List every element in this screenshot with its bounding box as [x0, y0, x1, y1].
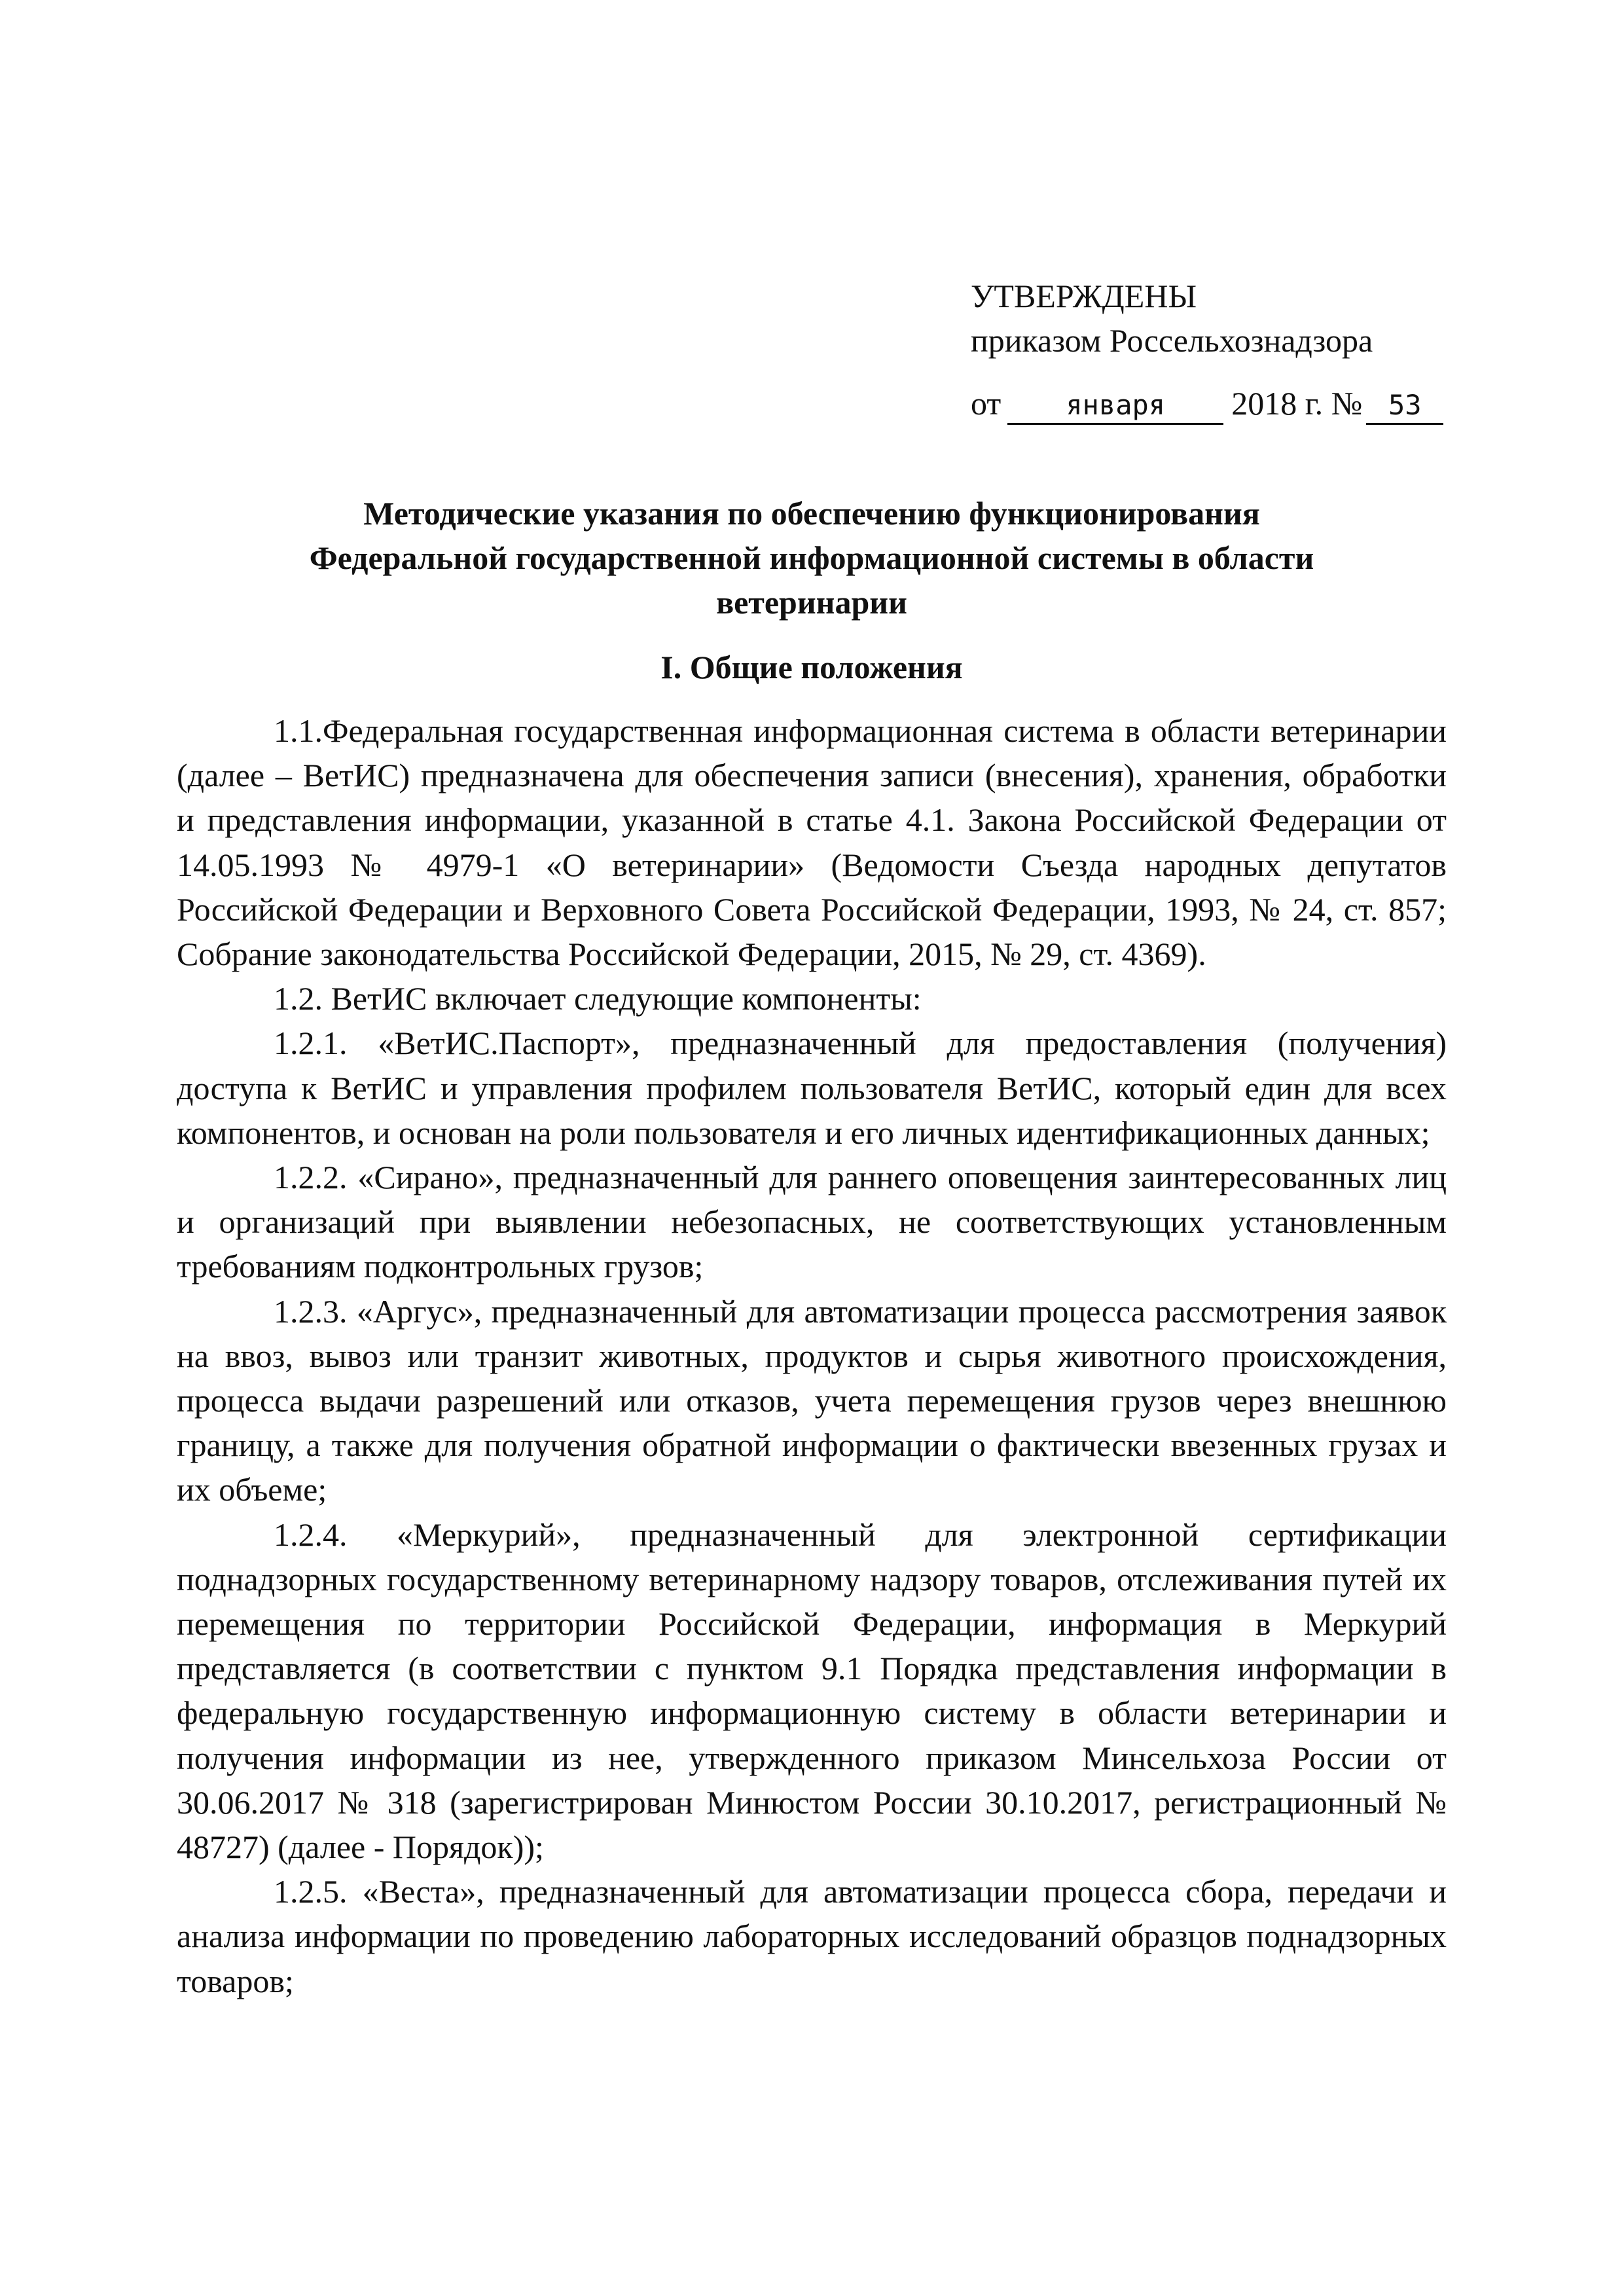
section-heading: I. Общие положения — [660, 649, 963, 685]
paragraph-1-1: 1.1.Федеральная государственная информационная система в области ветеринарии (далее – ВетИС) предназначена для обеспечения записи (внесения), хранения, обработки и представления информации, указанной в статье 4.1. Закона Российской Федерации от 14.05.1993 № 4979-1 «О ветеринарии» (Ведомости Съезда народных депутатов Российской Федерации и Верховного Совета Российской Федерации, 1993, № 24, ст. 857; Собрание законодательства Российской Федерации, 2015, № 29, ст. 4369). — [177, 712, 1447, 973]
title-line: ветеринарии — [716, 584, 907, 621]
paragraph-1-2-2: 1.2.2. «Сирано», предназначенный для раннего оповещения заинтересованных лиц и организаций при выявлении небезопасных, не соответствующих установленным требованиям подконтрольных грузов; — [177, 1159, 1447, 1285]
approval-authority: приказом Россельхознадзора — [971, 322, 1373, 359]
document-body — [177, 708, 1447, 2003]
paragraph-1-2-1: 1.2.1. «ВетИС.Паспорт», предназначенный для предоставления (получения) доступа к ВетИС и управления профилем пользователя ВетИС, который един для всех компонентов, и основан на роли пользователя и его личных идентификационных данных; — [177, 1025, 1447, 1151]
paragraph-1-2: 1.2. ВетИС включает следующие компоненты: — [274, 980, 922, 1017]
paragraph-1-2-5: 1.2.5. «Веста», предназначенный для автоматизации процесса сбора, передачи и анализа информации по проведению лабораторных исследований образцов поднадзорных товаров; — [177, 1873, 1447, 1999]
document-title — [177, 491, 1447, 625]
approval-stamp — [971, 274, 1443, 426]
title-line: Федеральной государственной информационной системы в области — [309, 539, 1314, 576]
order-number-field: 53 — [1366, 388, 1443, 425]
paragraph-1-2-4: 1.2.4. «Меркурий», предназначенный для электронной сертификации поднадзорных государственному ветеринарному надзору товаров, отслеживания путей их перемещения по территории Российской Федерации, информация в Меркурий представляется (в соответствии с пунктом 9.1 Порядка представления информации в федеральную государственную информационную систему в области ветеринарии и получения информации из нее, утвержденного приказом Минсельхоза России от 30.06.2017 № 318 (зарегистрирован Минюстом России 30.10.2017, регистрационный № 48727) (далее - Порядок)); — [177, 1516, 1447, 1866]
approval-date-line — [971, 381, 1443, 426]
title-line: Методические указания по обеспечению функционирования — [363, 495, 1260, 532]
date-month-field: января — [1007, 388, 1223, 425]
approval-status: УТВЕРЖДЕНЫ — [971, 278, 1197, 314]
date-year: 2018 г. № — [1231, 385, 1363, 422]
date-prefix: от — [971, 385, 1001, 422]
paragraph-1-2-3: 1.2.3. «Аргус», предназначенный для автоматизации процесса рассмотрения заявок на ввоз, вывоз или транзит животных, продуктов и сырья животного происхождения, процесса выдачи разрешений или отказов, учета перемещения грузов через внешнюю границу, а также для получения обратной информации о фактически ввезенных грузах и их объеме; — [177, 1292, 1447, 1508]
